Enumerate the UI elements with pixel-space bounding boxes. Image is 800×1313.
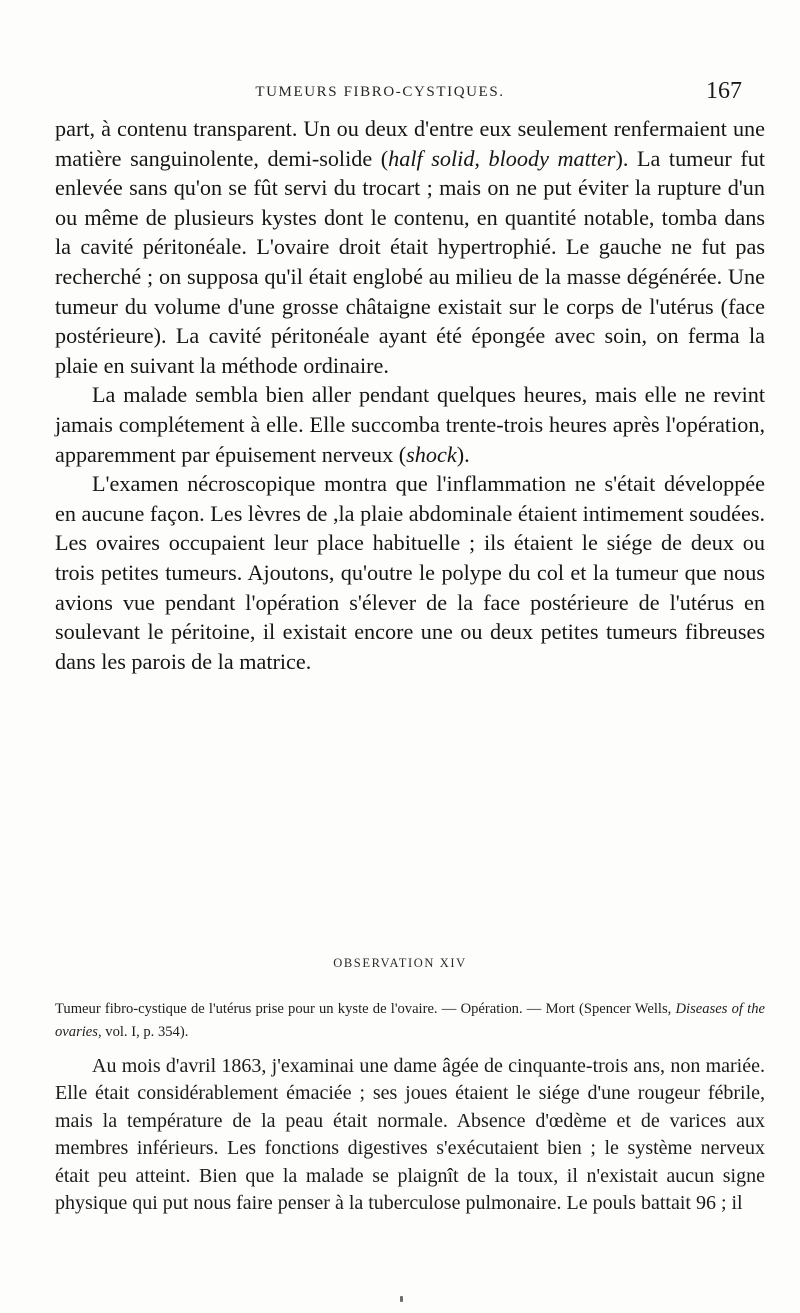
print-fleck <box>400 1296 403 1302</box>
body-text-bottom <box>55 1053 765 1217</box>
paragraph-2-italic: shock <box>406 441 457 467</box>
page-number: 167 <box>706 78 742 104</box>
paragraph-1-text-a: part, à contenu transparent. Un ou deux d'entre eux seulement renfermaient une matière sanguinolente, demi-solide ( <box>55 116 765 171</box>
paragraph-3: L'examen nécroscopique montra que l'inflammation ne s'était développée en aucune façon. Les lèvres de ,la plaie abdominale étaient intimement soudées. Les ovaires occupaient leur place habituelle ; ils étaient le siége de deux ou trois petites tumeurs. Ajoutons, qu'outre le polype du col et la tumeur que nous avions vue pendant l'opération s'élever de la face postérieure de l'utérus en soulevant le péritoine, il existait encore une ou deux petites tumeurs fibreuses dans les parois de la matrice. <box>55 471 765 674</box>
observation-heading: OBSERVATION XIV <box>333 956 467 970</box>
running-header <box>0 78 800 108</box>
paragraph-1-italic: half solid, bloody matter <box>388 145 616 171</box>
paragraph-2 <box>55 380 765 469</box>
observation-summary <box>55 998 765 1043</box>
paragraph-2-text-b: ). <box>456 441 470 467</box>
summary-text-a: Tumeur fibro-cystique de l'utérus prise pour un kyste de l'ovaire. — Opération. — Mort (Spencer Wells, <box>55 1001 676 1017</box>
running-title: TUMEURS FIBRO-CYSTIQUES. <box>255 84 505 100</box>
summary-text-b: , vol. I, p. 354). <box>97 1023 189 1040</box>
summary-italic-title: Diseases of the ovaries <box>55 1001 765 1040</box>
body-text-top <box>55 114 765 676</box>
paragraph-continuation <box>55 114 765 380</box>
paragraph-1-text-b: ). La tumeur fut enlevée sans qu'on se fût servi du trocart ; mais on ne put éviter la rupture d'un ou même de plusieurs kystes dont le contenu, en quantité notable, tomba dans la cavité péritonéale. L'ovaire droit était hypertrophié. Le gauche ne fut pas recherché ; on supposa qu'il était englobé au milieu de la masse dégénérée. Une tumeur du volume d'une grosse châtaigne existait sur le corps de l'utérus (face postérieure). La cavité péritonéale ayant été épongée avec soin, on ferma la plaie en suivant la méthode ordinaire. <box>55 145 765 378</box>
paragraph-2-text-a: La malade sembla bien aller pendant quelques heures, mais elle ne revint jamais complétement à elle. Elle succomba trente-trois heures après l'opération, apparemment par épuisement nerveux ( <box>55 382 765 467</box>
paragraph-4: Au mois d'avril 1863, j'examinai une dame âgée de cinquante-trois ans, non mariée. Elle était considérablement émaciée ; ses joues étaient le siége d'une rougeur fébrile, mais la température de la peau était normale. Absence d'œdème et de varices aux membres inférieurs. Les fonctions digestives s'exécutaient bien ; le système nerveux était peu atteint. Bien que la malade se plaignît de la toux, il n'existait aucun signe physique qui put nous faire penser à la tuberculose pulmonaire. Le pouls battait 96 ; il <box>55 1055 765 1215</box>
